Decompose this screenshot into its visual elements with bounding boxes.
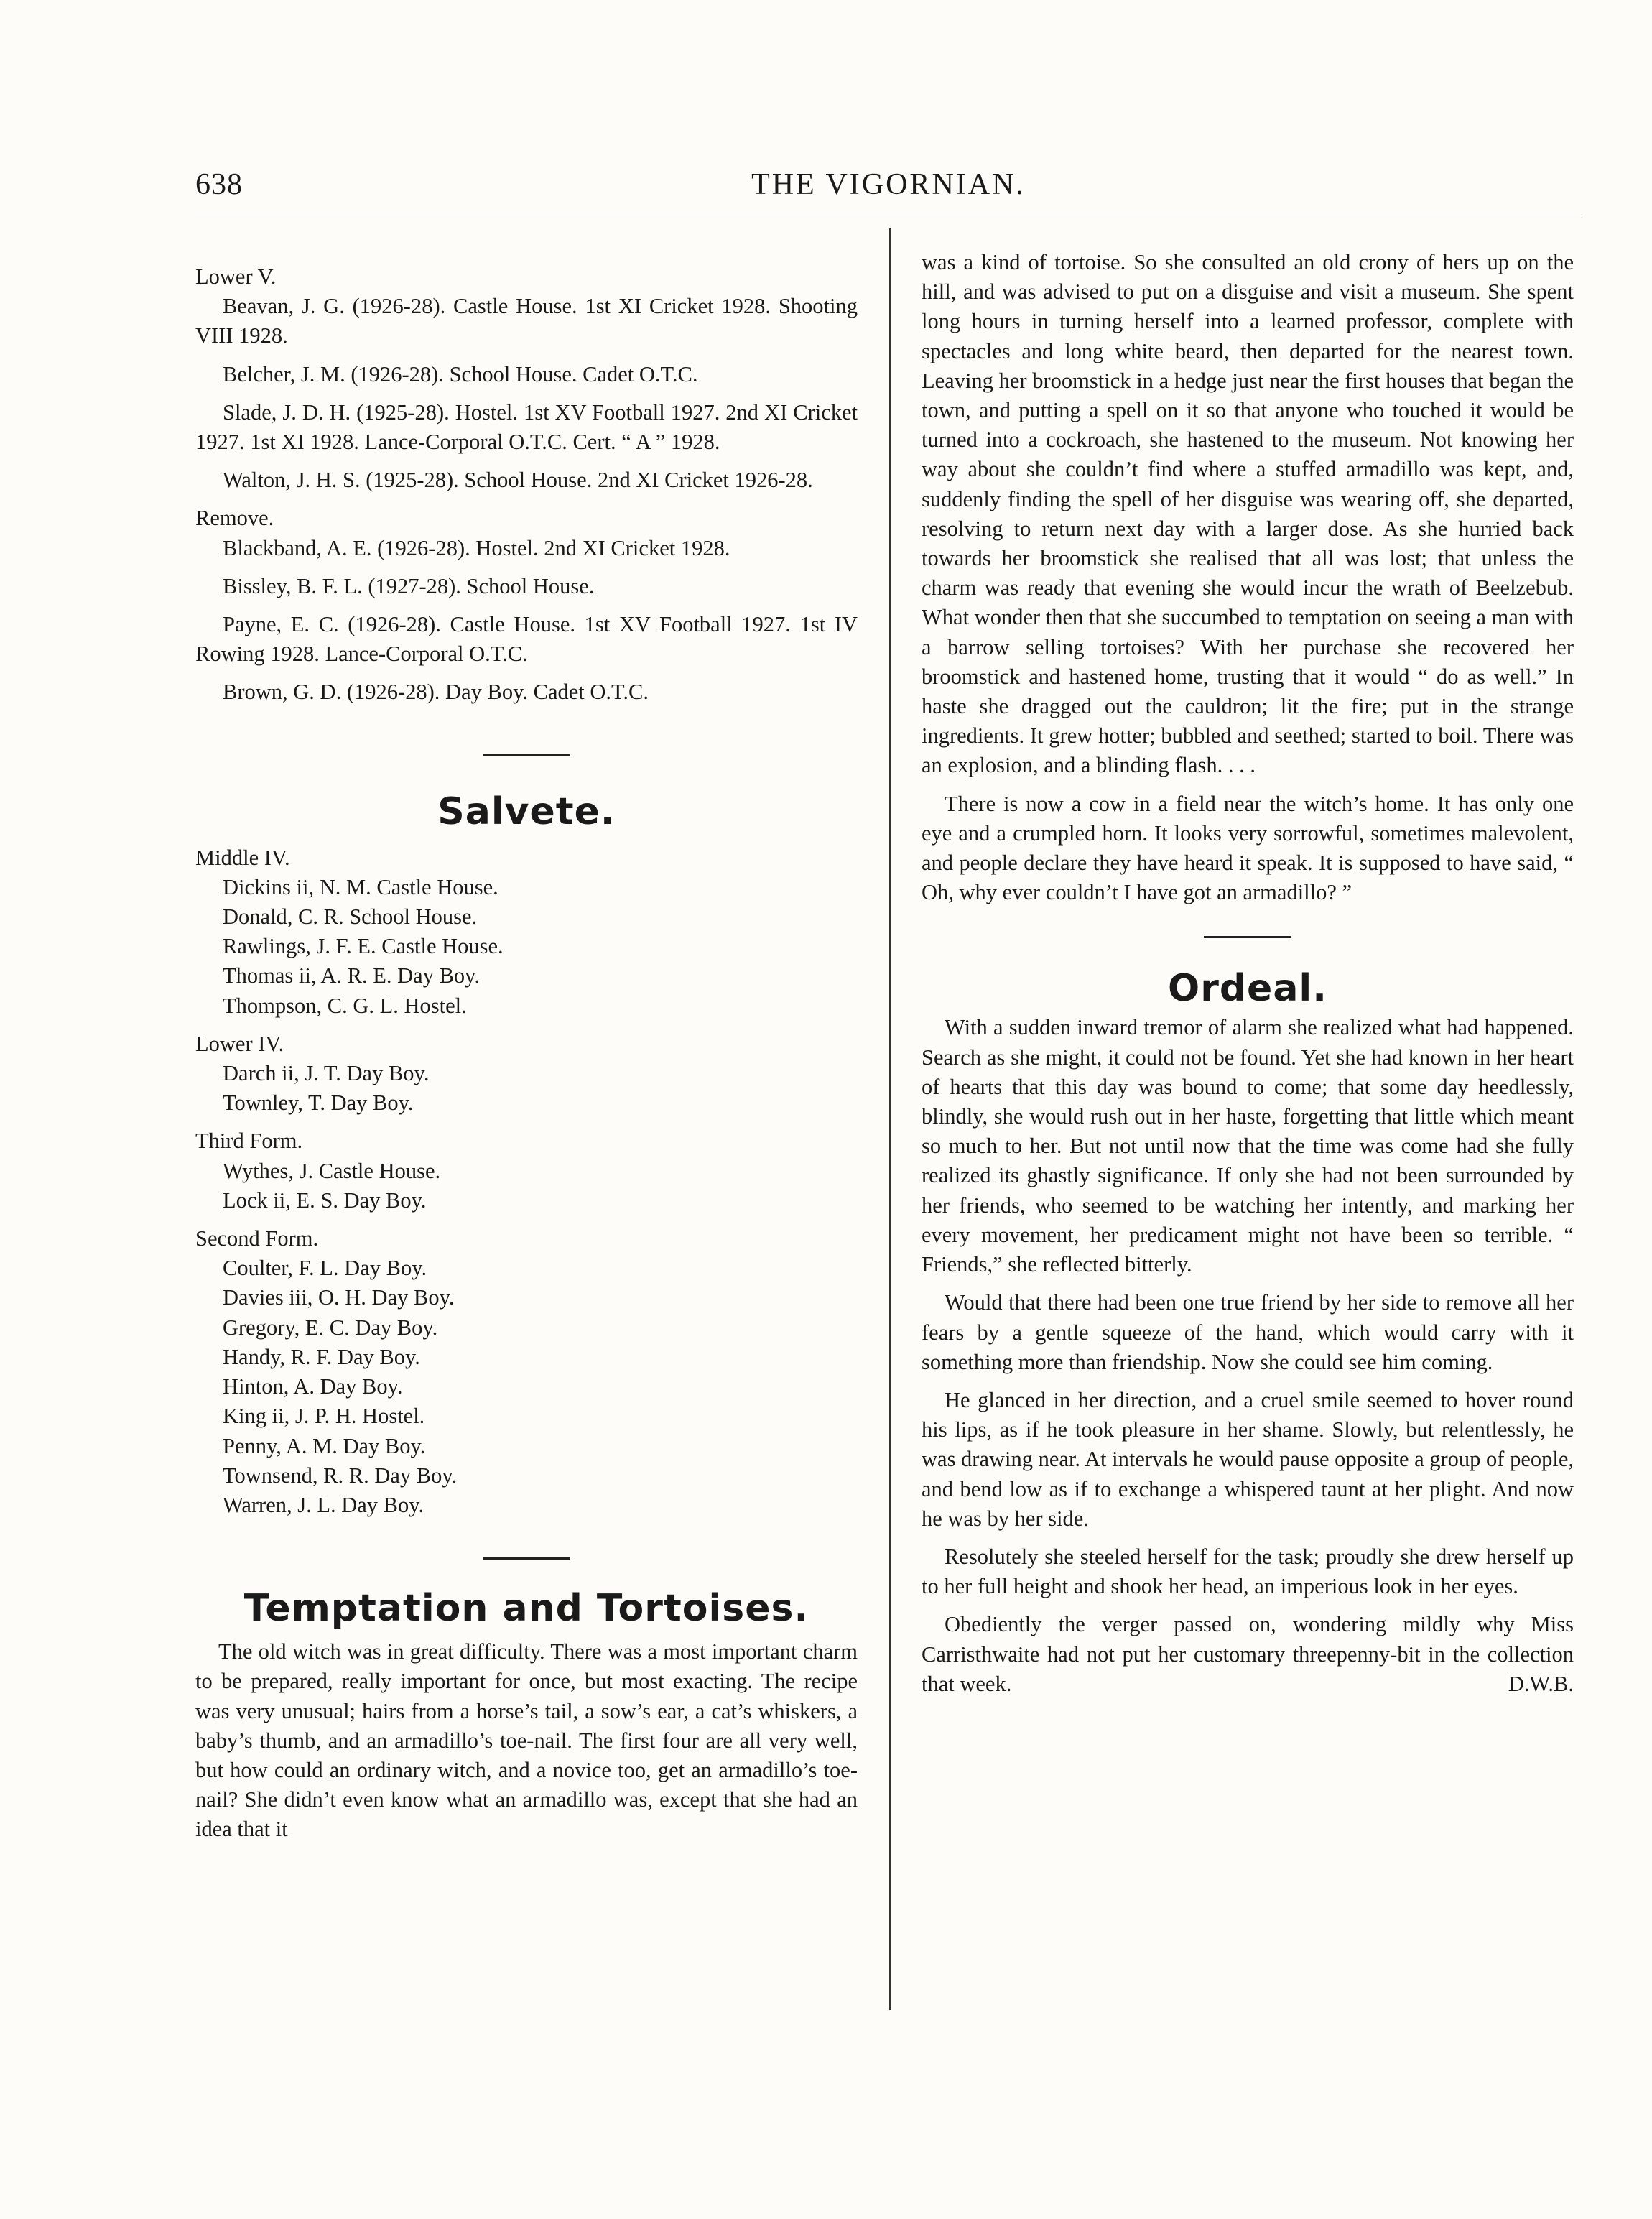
left-column xyxy=(195,262,858,1845)
form-label: Remove. xyxy=(195,506,274,531)
valete-remove xyxy=(195,504,858,707)
form-label: Middle IV. xyxy=(195,845,290,870)
ordeal-paragraph: With a sudden inward tremor of alarm she realized what had happened. Search as she might, it could not be found. Yet she had known in her heart of hearts that this day was bound to come; that some day heedlessly, blindly, she would rush out in her haste, forgetting that little which meant so much to her. But not until now that the time was come had she fully realized its ghastly significance. If only she had not been surrounded by her friends, who seemed to be watching her intently, and marking her every movement, her predicament might not have been so terrible. “ Friends,” she reflected bitterly. xyxy=(922,1015,1574,1277)
valete-entry: Blackband, A. E. (1926-28). Hostel. 2nd XI Cricket 1928. xyxy=(223,535,730,560)
valete-entry: Walton, J. H. S. (1925-28). School House. 2nd XI Cricket 1926-28. xyxy=(223,468,813,493)
running-title: THE VIGORNIAN. xyxy=(751,168,1026,201)
salvete-entry: Darch ii, J. T. Day Boy. xyxy=(223,1061,430,1086)
right-column xyxy=(922,248,1574,1699)
salvete-entry: Davies iii, O. H. Day Boy. xyxy=(223,1285,455,1310)
form-label: Lower IV. xyxy=(195,1031,284,1056)
salvete-entry: Thompson, C. G. L. Hostel. xyxy=(223,993,467,1018)
valete-entry: Belcher, J. M. (1926-28). School House. Cadet O.T.C. xyxy=(223,361,698,386)
page-number: 638 xyxy=(195,168,243,201)
valete-entry: Slade, J. D. H. (1925-28). Hostel. 1st XV Football 1927. 2nd XI Cricket 1927. 1st XI 1928. Lance-Corporal O.T.C. Cert. “ A ” 1928. xyxy=(195,399,858,455)
valete-lower-v xyxy=(195,262,858,495)
salvete-second-form xyxy=(195,1224,858,1520)
salvete-entry: Hinton, A. Day Boy. xyxy=(223,1374,403,1399)
salvete-entry: King ii, J. P. H. Hostel. xyxy=(223,1404,425,1429)
temptation-paragraph-continued: was a kind of tortoise. So she consulted an old crony of hers up on the hill, and was advised to put on a disguise and visit a museum. She spent long hours in turning herself into a learned professor, complete with spectacles and long white beard, then departed for the nearest town. Leaving her broomstick in a hedge just near the first houses that began the town, and putting a spell on it so that anyone who touched it would be turned into a cockroach, she hastened to the museum. Not knowing her way about she couldn’t find where a stuffed armadillo was kept, and, suddenly finding the spell of her disguise was wearing off, she departed, resolving to return next day with a larger dose. As she hurried back towards her broomstick she realised that all was lost; that unless the charm was ready that evening she would incur the wrath of Beelzebub. What wonder then that she succumbed to temptation on seeing a man with a barrow selling tortoises? With her purchase she recovered her broomstick and hastened home, trusting that it would “ do as well.” In haste she dragged out the cauldron; lit the fire; put in the strange ingredients. It grew hotter; bubbled and seethed; started to boil. There was an explosion, and a blinding flash. . . . xyxy=(922,250,1574,778)
salvete-entry: Wythes, J. Castle House. xyxy=(223,1158,441,1183)
salvete-entry: Warren, J. L. Day Boy. xyxy=(223,1492,424,1517)
form-label: Second Form. xyxy=(195,1226,319,1251)
temptation-heading: Temptation and Tortoises. xyxy=(243,1587,809,1631)
ordeal-final-text: Obediently the verger passed on, wondering mildly why Miss Carristhwaite had not put her customary threepenny-bit in the collection that week. xyxy=(922,1612,1574,1696)
salvete-lower-iv xyxy=(195,1029,858,1118)
form-label: Lower V. xyxy=(195,264,277,289)
ordeal-final-paragraph xyxy=(922,1610,1574,1699)
salvete-entry: Rawlings, J. F. E. Castle House. xyxy=(223,934,504,959)
salvete-entry: Townley, T. Day Boy. xyxy=(223,1090,414,1116)
ordeal-heading: Ordeal. xyxy=(1167,967,1327,1011)
salvete-entry: Thomas ii, A. R. E. Day Boy. xyxy=(223,963,481,988)
ordeal-paragraph: Would that there had been one true friend by her side to remove all her fears by a gentle squeeze of the hand, which would carry with it something more than friendship. Now she could see him coming. xyxy=(922,1290,1574,1374)
salvete-entry: Gregory, E. C. Day Boy. xyxy=(223,1315,438,1340)
salvete-heading: Salvete. xyxy=(437,789,616,833)
valete-entry: Brown, G. D. (1926-28). Day Boy. Cadet O.T.C. xyxy=(223,680,649,705)
salvete-entry: Handy, R. F. Day Boy. xyxy=(223,1344,420,1369)
salvete-middle-iv xyxy=(195,843,858,1021)
salvete-entry: Dickins ii, N. M. Castle House. xyxy=(223,874,498,899)
ordeal-paragraph: He glanced in her direction, and a cruel smile seemed to hover round his lips, as if he took pleasure in her shame. Slowly, but relentlessly, he was drawing near. At intervals he would pause opposite a group of people, and bend low as if to exchange a whispered taunt at her plight. And now he was by her side. xyxy=(922,1387,1574,1531)
salvete-entry: Donald, C. R. School House. xyxy=(223,904,478,930)
ordeal-paragraph: Resolutely she steeled herself for the task; proudly she drew herself up to her full height and shook her head, an imperious look in her eyes. xyxy=(922,1544,1574,1599)
column-rule xyxy=(889,228,891,2010)
author-signature: D.W.B. xyxy=(1508,1671,1574,1696)
valete-entry: Bissley, B. F. L. (1927-28). School House. xyxy=(223,573,595,598)
salvete-entry: Penny, A. M. Day Boy. xyxy=(223,1433,426,1458)
valete-entry: Beavan, J. G. (1926-28). Castle House. 1st XI Cricket 1928. Shooting VIII 1928. xyxy=(195,294,858,348)
valete-entry: Payne, E. C. (1926-28). Castle House. 1st XV Football 1927. 1st IV Rowing 1928. Lance-Corporal O.T.C. xyxy=(195,612,858,667)
page-header xyxy=(195,162,1582,205)
temptation-paragraph: The old witch was in great difficulty. There was a most important charm to be prepared, really important for once, but most exacting. The recipe was very unusual; hairs from a horse’s tail, a sow’s ear, a cat’s whiskers, a baby’s thumb, and an armadillo’s toe-nail. The first four are all very well, but how could an ordinary witch, and a novice too, get an armadillo’s toe-nail? She didn’t even know what an armadillo was, except that she had an idea that it xyxy=(195,1639,858,1842)
temptation-paragraph: There is now a cow in a field near the witch’s home. It has only one eye and a crumpled horn. It looks very sorrowful, sometimes malevolent, and people declare they have heard it speak. It is supposed to have said, “ Oh, why ever couldn’t I have got an armadillo? ” xyxy=(922,791,1574,905)
salvete-entry: Coulter, F. L. Day Boy. xyxy=(223,1256,427,1281)
salvete-entry: Lock ii, E. S. Day Boy. xyxy=(223,1187,427,1213)
form-label: Third Form. xyxy=(195,1129,303,1154)
header-rule xyxy=(195,216,1582,218)
salvete-entry: Townsend, R. R. Day Boy. xyxy=(223,1463,458,1488)
salvete-third-form xyxy=(195,1126,858,1215)
